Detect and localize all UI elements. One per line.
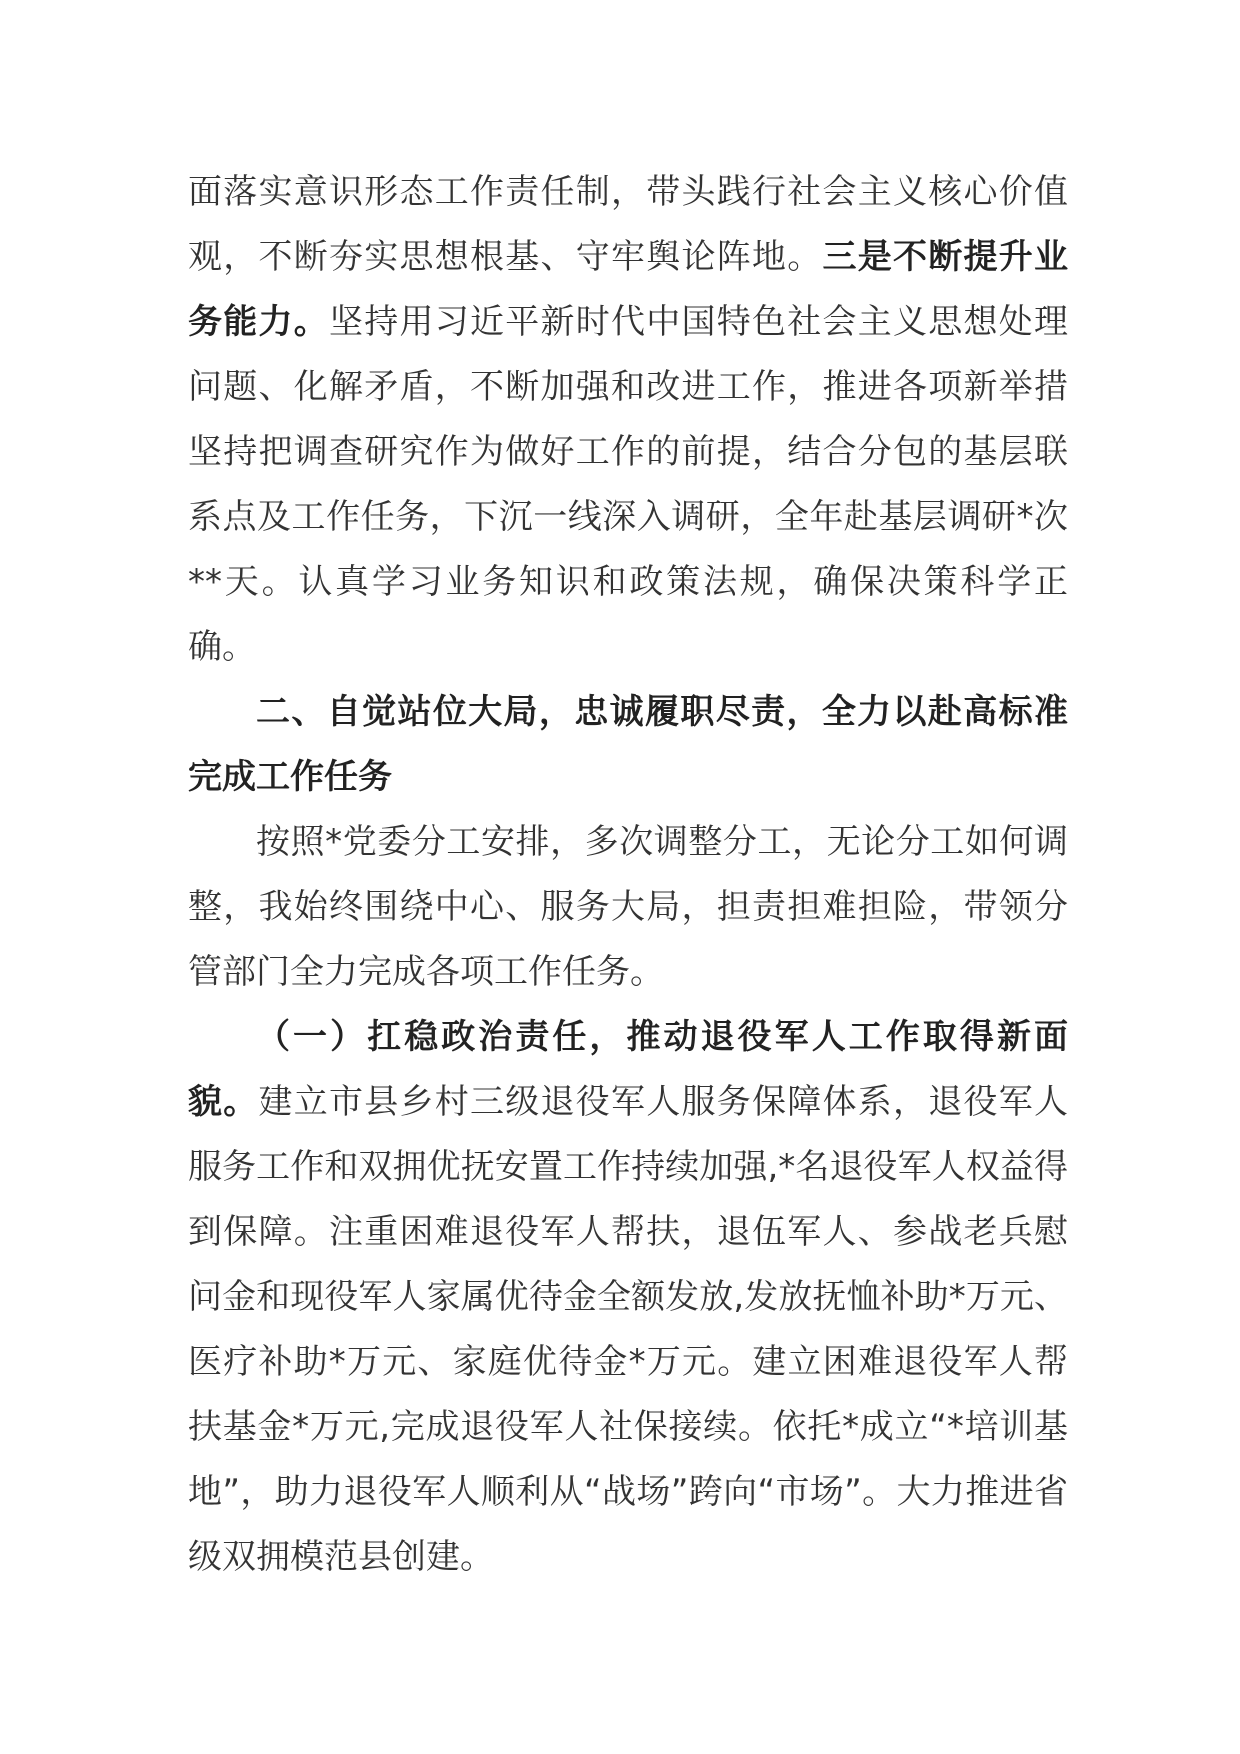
paragraph-division-of-work: 按照*党委分工安排，多次调整分工，无论分工如何调整，我始终围绕中心、服务大局，担责担难担险，带领分管部门全力完成各项工作任务。 <box>188 822 1068 992</box>
paragraph-text: 坚持用习近平新时代中国特色社会主义思想处理问题、化解矛盾，不断加强和改进工作，推进各项新举措坚持把调查研究作为做好工作的前提，结合分包的基层联系点及工作任务，下沉一线深入调研，全年赴基层调研*次**天。认真学习业务知识和政策法规，确保决策科学正确。 <box>188 302 1068 667</box>
paragraph-text: 建立市县乡村三级退役军人服务保障体系，退役军人服务工作和双拥优抚安置工作持续加强,*名退役军人权益得到保障。注重困难退役军人帮扶，退伍军人、参战老兵慰问金和现役军人家属优待金全额发放,发放抚恤补助*万元、医疗补助*万元、家庭优待金*万元。建立困难退役军人帮扶基金*万元,完成退役军人社保接续。依托*成立“*培训基地”，助力退役军人顺利从“战场”跨向“市场”。大力推进省级双拥模范县创建。 <box>188 1082 1068 1577</box>
subsection-heading-one: （一）扛稳政治责任，推动退役军人工作取得新面貌。 <box>188 1017 1068 1122</box>
document-page <box>188 160 1068 1590</box>
section-heading-two: 二、自觉站位大局，忠诚履职尽责，全力以赴高标准完成工作任务 <box>188 692 1068 797</box>
paragraph-text: 面落实意识形态工作责任制，带头践行社会主义核心价值观，不断夯实思想根基、守牢舆论阵地。 <box>188 172 1068 277</box>
paragraph-ideology-and-ability <box>188 160 1068 680</box>
paragraph-veterans-work <box>188 1005 1068 1590</box>
bold-lead-phrase: 三是不断提升业务能力。 <box>188 237 1068 342</box>
